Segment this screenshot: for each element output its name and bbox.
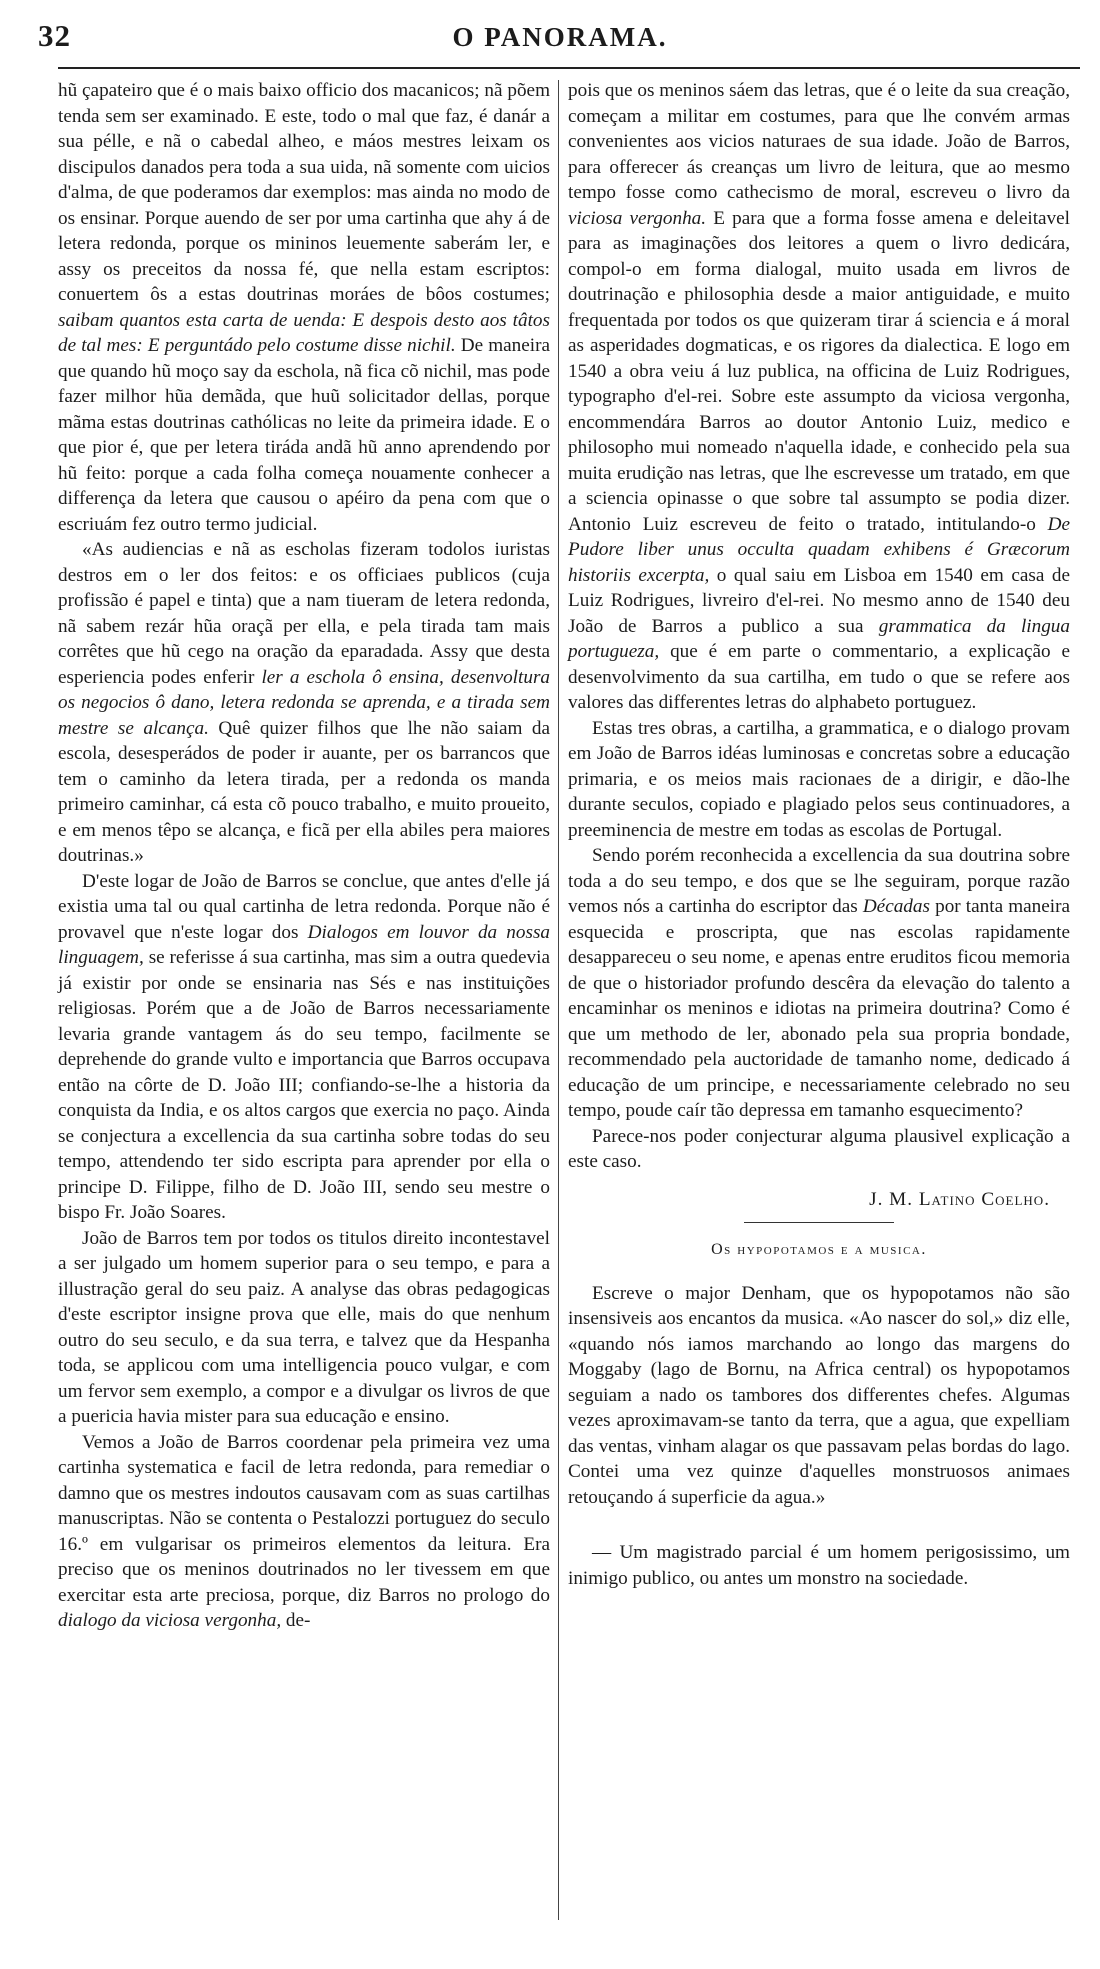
section-heading: Os hypopotamos e a musica. — [711, 1241, 927, 1258]
page-number: 32 — [38, 18, 71, 53]
paragraph: «As audiencias e nã as escholas fizeram todolos iuristas destros em o ler dos feitos: e os officiaes publicos (cuja profissão é papel e tinta) que a nam tiueram de letera redonda, nã sabem rezár hũa oraçã per ella, e pela tirada tam mais corrêtes que hũ cego na oração da eparadada. Assy que desta esperiencia podes enferir ler a eschola ô ensina, desenvoltura os negocios ô dano, letera redonda se aprenda, e a tirada sem mestre se alcança. Quê quizer filhos que lhe não saiam da escola, desesperádos de poder ir auante, per os barrancos que tem o caminho da letera tirada, per a redonda os manda primeiro caminhar, cá esta cõ pouco trabalho, e muito proueito, e em menos têpo se alcança, e ficã per ella abiles pera maiores doutrinas.» — [58, 539, 551, 866]
header-rule — [58, 67, 1080, 69]
paragraph: Escreve o major Denham, que os hypopotamos não são insensiveis aos encantos da musica. «Ao nascer do sol,» diz elle, «quando nós iamos marchando ao longo das margens do Moggaby (lago de Bornu, na Africa central) os hypopotamos seguiam a nado os tambores dos differentes chefes. Algumas vezes aproximavam-se tanto da terra, que a agua, que expelliam das ventas, vinham alagar os que passavam pelas bordas do lago. Contei uma vez quinze d'aquelles monstruosos animaes retouçando á superficie da agua.» — [568, 1282, 1070, 1508]
right-column — [568, 78, 1070, 1591]
paragraph: — Um magistrado parcial é um homem perigosissimo, um inimigo publico, ou antes um monstro na sociedade. — [568, 1542, 1070, 1589]
paragraph: Parece-nos poder conjecturar alguma plausivel explicação a este caso. — [568, 1125, 1070, 1172]
paragraph: pois que os meninos sáem das letras, que é o leite da sua creação, começam a militar em costumes, para que lhe convém armas convenientes aos vicios naturaes de sua idade. João de Barros, para offerecer ás creanças um livro de leitura, que ao mesmo tempo fosse como cathecismo de moral, escreveu o livro da viciosa vergonha. E para que a forma fosse amena e deleitavel para as imaginações dos leitores a quem o livro dedicára, compol-o em forma dialogal, muito usada em livros de doutrinação e philosophia desde a maior antiguidade, e muito frequentada por todos os que quizeram tirar á sciencia e á moral as asperidades dogmaticas, e os rigores da dialectica. E logo em 1540 a obra veiu á luz publica, na officina de Luiz Rodrigues, typographo d'el-rei. Sobre este assumpto da viciosa vergonha, encommendára Barros ao doutor Antonio Luiz, medico e philosopho mui nomeado n'aquella idade, e conhecido pela sua muita erudição nas letras, que lhe escrevesse um tratado, em que a sciencia opinasse o que sobre tal assumpto se podia dizer. Antonio Luiz escreveu de feito o tratado, intitulando-o De Pudore liber unus occulta quadam exhibens é Græcorum historiis excerpta, o qual saiu em Lisboa em 1540 em casa de Luiz Rodrigues, livreiro d'el-rei. No mesmo anno de 1540 deu João de Barros a publico a sua grammatica da lingua portugueza, que é em parte o commentario, a explicação e desenvolvimento da sua cartilha, em tudo o que se refere aos valores das differentes letras do alphabeto portuguez. — [568, 80, 1071, 713]
author-signature: J. M. Latino Coelho. — [869, 1188, 1050, 1210]
column-divider — [558, 80, 559, 1920]
paragraph: Vemos a João de Barros coordenar pela primeira vez uma cartinha systematica e facil de letra redonda, para remediar o damno que os mestres indoutos causavam com as suas cartilhas manuscriptas. Não se contenta o Pestalozzi portuguez do seculo 16.º em vulgarisar os primeiros elementos da leitura. Era preciso que os meninos doutrinados no ler tivessem em que exercitar esta arte preciosa, porque, diz Barros no prologo do dialogo da viciosa vergonha, de- — [58, 1431, 550, 1631]
section-rule — [744, 1222, 894, 1223]
paragraph: hũ çapateiro que é o mais baixo officio dos macanicos; nã põem tenda sem ser examinado. E este, todo o mal que faz, é danár a sua pélle, e nã o cabedal alheo, e máos mestres leixam os discipulos danados pera toda a sua uida, nã somente com uicios d'alma, de que poderamos dar exemplos: mas ainda no modo de os ensinar. Porque auendo de ser por uma cartinha que ahy á de letera redonda, porque os mininos leuemente saberám ler, e assy os preceitos da nossa fé, que nella estam escriptos: conuertem ôs a estas doutrinas moráes de bôos costumes; saibam quantos esta carta de uenda: E despois desto aos tâtos de tal mes: E perguntádo pelo costume disse nichil. De maneira que quando hũ moço say da eschola, nã fica cõ nichil, mas pode fazer milhor hũa demãda, que huũ solicitador dellas, porque mãma estas doutrinas cathólicas no leite da primeira idade. E o que pior é, que per letera tiráda andã hũ anno aprendendo por hũ feito: porque a cada folha começa nouamente conhecer a differença da letera que causou o apéiro da pena com que o escriuám fez outro termo judicial. — [58, 80, 551, 535]
left-column — [58, 78, 550, 1634]
paragraph: João de Barros tem por todos os titulos direito incontestavel a ser julgado um homem superior para o seu tempo, e para a illustração geral do seu paiz. A analyse das obras pedagogicas d'este escriptor insigne prova que elle, mais do que nenhum outro do seu seculo, e da sua terra, e talvez que da Hespanha toda, se applicou com uma intelligencia pouco vulgar, e com um fervor sem exemplo, a compor e a divulgar os livros de que a puericia havia mister para sua educação e ensino. — [58, 1227, 550, 1427]
journal-title: O PANORAMA. — [452, 22, 668, 52]
paragraph: Estas tres obras, a cartilha, a grammatica, e o dialogo provam em João de Barros idéas luminosas e concretas sobre a educação primaria, e os meios mais racionaes de a dirigir, e dão-lhe durante seculos, copiado e plagiado pelos seus continuadores, a preeminencia de mestre em todas as escolas de Portugal. — [568, 717, 1070, 841]
paragraph: D'este logar de João de Barros se conclue, que antes d'elle já existia uma tal ou qual cartinha de letra redonda. Porque não é provavel que n'este logar dos Dialogos em louvor da nossa linguagem, se referisse á sua cartinha, mas sim a outra quedevia já existir por onde se ensinaria nas Sés e nas instituições religiosas. Porém que a de João de Barros necessariamente levaria grande vantagem ás do seu tempo, facilmente se deprehende do grande vulto e importancia que Barros occupava então na côrte de D. João III; confiando-se-lhe a historia da conquista da India, e os altos cargos que exercia no paço. Ainda se conjectura a excellencia da sua cartinha sobre todas do seu tempo, attendendo ter sido escripta para aprender por ella o principe D. Filippe, filho de D. João III, sendo seu mestre o bispo Fr. João Soares. — [58, 870, 551, 1223]
paragraph: Sendo porém reconhecida a excellencia da sua doutrina sobre toda a do seu tempo, e dos que se lhe seguiram, porque razão vemos nós a cartinha do escriptor das Décadas por tanta maneira esquecida e proscripta, que nas escolas rapidamente desappareceu o seu nome, e apenas entre eruditos ficou memoria de que o historiador profundo descêra da elevação do talento a encaminhar os meninos e idiotas na primeira doutrina? Como é que um methodo de ler, abonado pela sua propria bondade, recommendado pela auctoridade de tamanho nome, dedicado á educação de um principe, e necessariamente celebrado no seu tempo, poude caír tão depressa em tamanho esquecimento? — [568, 845, 1070, 1121]
